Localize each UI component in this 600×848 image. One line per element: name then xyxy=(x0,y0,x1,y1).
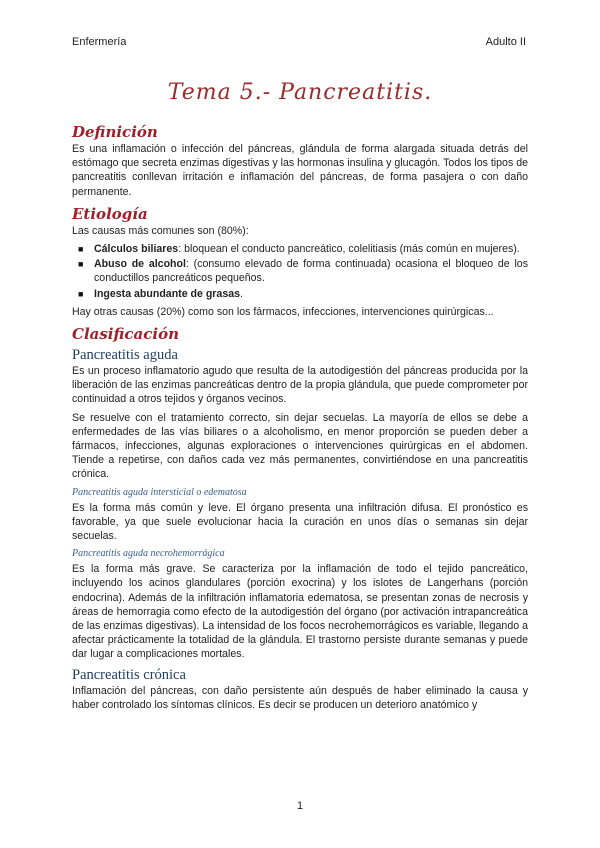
subheading-aguda: Pancreatitis aguda xyxy=(72,347,178,364)
edematosa-text: Es la forma más común y leve. El órgano presenta una infiltración difusa. El pronóstico es favorable, ya que suele evolucionar hacia la curación en unos días o semanas sin dejar secuelas. xyxy=(72,501,528,543)
page-title: Tema 5.- Pancreatitis. xyxy=(167,80,433,105)
aguda-text-1: Es un proceso inflamatorio agudo que resulta de la autodigestión del páncreas producida por la liberación de las enzimas pancreáticas dentro de la propia glándula, que puede comprometer por continuidad a otros tejidos y órganos vecinos. xyxy=(72,365,528,406)
etiologia-intro: Las causas más comunes son (80%): xyxy=(72,224,249,237)
cronica-text: Inflamación del páncreas, con daño persistente aún después de haber eliminado la causa y haber controlado los síntomas clínicos. Es decir se producen un deterioro anatómico y xyxy=(72,684,528,711)
page-number: 1 xyxy=(296,800,304,812)
aguda-text-2: Se resuelve con el tratamiento correcto, sin dejar secuelas. La mayoría de ellos se debe a enfermedades de las vías biliares o a alcoholismo, en menor proporción se pueden deber a fármacos, infecciones, algunas exploraciones o intervenciones quirúrgicas en el abdomen. Tiende a repetirse, con daños cada vez más permanentes, convirtiéndose en una pancreatitis crónica. xyxy=(72,411,528,481)
cause-desc: : bloquean el conducto pancreático, colelitiasis (más común en mujeres). xyxy=(178,243,520,256)
list-item xyxy=(94,257,528,285)
main-content xyxy=(72,122,528,716)
header-subject: Enfermería xyxy=(72,36,127,48)
heading-etiologia: Etiología xyxy=(72,204,148,223)
cause-title: Ingesta abundante de grasas xyxy=(94,287,241,300)
necrohemorragica-text: Es la forma más grave. Se caracteriza por la inflamación de todo el tejido pancreático, incluyendo los acinos glandulares (porción exocrina) y los islotes de Langerhans (porción endocrina). Además de la infiltración inflamatoria edematosa, se presentan zonas de necrosis y áreas de hemorragia como efecto de la autodigestión del órgano (por activación intrapancreática de las enzimas digestivas). La intensidad de los focos necrohemorrágicos es variable, llegando a afectar prácticamente la totalidad de la glándula. El trastorno persiste durante semanas y puede dar lugar a complicaciones mortales. xyxy=(72,563,528,661)
subheading-cronica: Pancreatitis crónica xyxy=(72,666,186,683)
subheading-necrohemorragica: Pancreatitis aguda necrohemorrágica xyxy=(72,548,225,560)
list-item xyxy=(94,287,528,301)
heading-clasificacion: Clasificación xyxy=(72,325,179,344)
causes-list xyxy=(72,242,528,301)
header-course: Adulto II xyxy=(485,36,526,48)
cause-title: Abuso de alcohol xyxy=(94,258,186,271)
subheading-edematosa: Pancreatitis aguda intersticial o edematosa xyxy=(72,486,247,498)
cause-desc: : (consumo elevado de forma continuada) ocasiona el bloqueo de los conductillos pancreáticos pequeños. xyxy=(94,258,528,285)
definicion-text: Es una inflamación o infección del páncreas, glándula de forma alargada situada detrás del estómago que secreta enzimas digestivas y las hormonas insulina y glucagón. Todos los tipos de pancreatitis conllevan irritación e inflamación del páncreas, de forma pasajera o con daño permanente. xyxy=(72,143,528,198)
etiologia-outro: Hay otras causas (20%) como son los fármacos, infecciones, intervenciones quirúrgicas... xyxy=(72,305,494,318)
heading-definicion: Definición xyxy=(72,123,158,141)
cause-desc: . xyxy=(240,287,243,300)
list-item xyxy=(94,242,528,256)
cause-title: Cálculos biliares xyxy=(94,243,179,256)
